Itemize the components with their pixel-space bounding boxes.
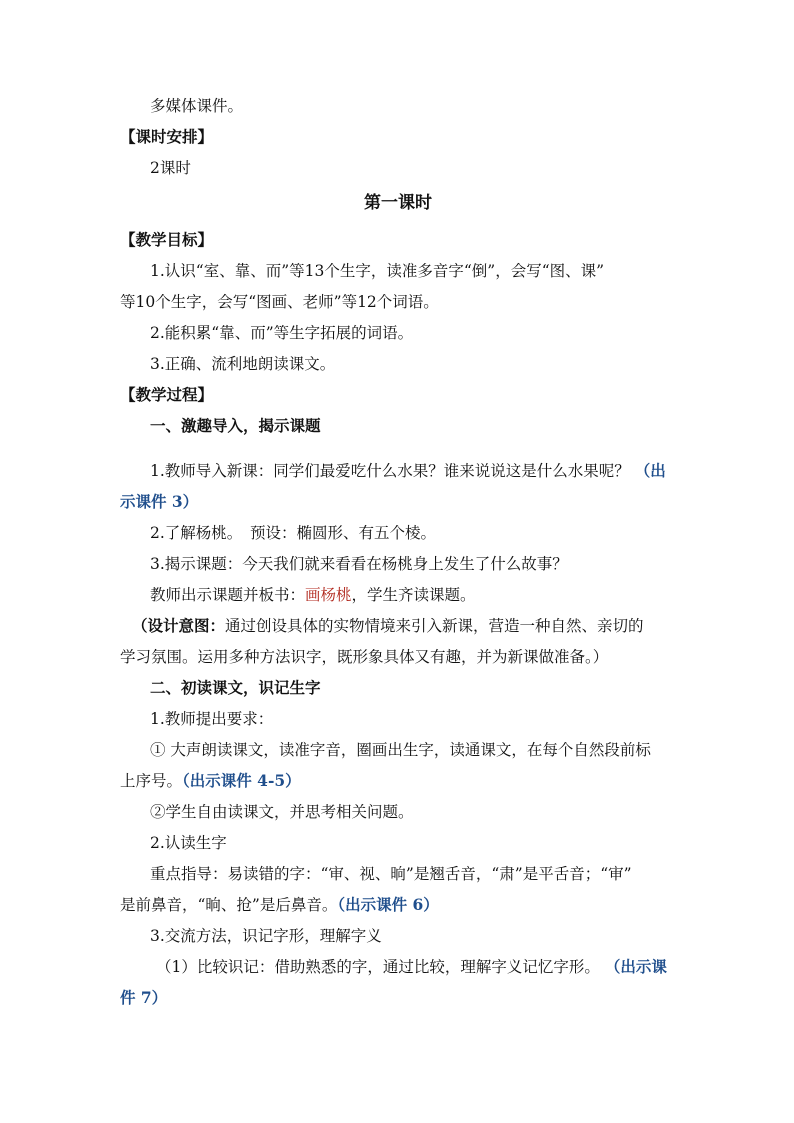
board-pre: 教师出示课题并板书：	[150, 586, 306, 604]
step-1-line-2	[120, 492, 676, 512]
process-heading: 【教学过程】	[120, 385, 214, 404]
goal-2: 2.能积累“靠、而”等生字拓展的词语。	[150, 324, 414, 342]
schedule-heading: 【课时安排】	[120, 127, 214, 146]
focus-text-2: 是前鼻音，“晌、抢”是后鼻音。	[120, 896, 338, 914]
step-1-ref-start: （出	[634, 461, 666, 480]
compare-line-2	[120, 988, 676, 1008]
schedule-value: 2课时	[150, 159, 191, 177]
materials-text: 多媒体课件。	[150, 97, 244, 115]
goal-3: 3.正确、流利地朗读课文。	[150, 355, 336, 373]
design-intent-line-2: 学习氛围。运用多种方法识字，既形象具体又有趣，并为新课做准备。）	[120, 648, 609, 666]
step-1-line-1	[150, 461, 676, 481]
requirements-heading: 1.教师提出要求：	[150, 710, 274, 728]
lesson-title: 第一课时	[364, 193, 432, 213]
compare-ref-start: （出示课	[604, 957, 667, 976]
step-2: 2.了解杨桃。 预设：椭圆形、有五个棱。	[150, 524, 437, 542]
requirement-1-line-2	[120, 771, 676, 791]
compare-line-1	[156, 957, 672, 977]
requirement-2: ②学生自由读课文，并思考相关问题。	[150, 803, 414, 821]
board-title: 画杨桃	[305, 586, 352, 604]
board-line	[150, 585, 676, 605]
goal-1-line-2: 等10个生字，会写“图画、老师”等12个词语。	[120, 293, 439, 311]
exchange-heading: 3.交流方法，识记字形，理解字义	[150, 927, 382, 945]
focus-line-2	[120, 895, 676, 915]
compare-ref-end: 件 7）	[120, 988, 168, 1007]
goals-heading: 【教学目标】	[120, 230, 214, 249]
board-post: ，学生齐读课题。	[351, 586, 476, 604]
compare-text: （1）比较识记：借助熟悉的字，通过比较，理解字义记忆字形。	[156, 958, 600, 976]
design-intent-label: （设计意图：	[132, 616, 226, 635]
recognize-heading: 2.认读生字	[150, 834, 227, 852]
requirement-1-ref: （出示课件 4-5）	[182, 771, 301, 790]
step-1-ref-end: 示课件 3）	[120, 492, 199, 511]
focus-line-1: 重点指导：易读错的字：“审、视、晌”是翘舌音，“肃”是平舌音；“审”	[150, 865, 632, 883]
step-3: 3.揭示课题：今天我们就来看看在杨桃身上发生了什么故事？	[150, 555, 568, 573]
requirement-1-text-2: 上序号。	[120, 772, 183, 790]
section-2-heading: 二、初读课文，识记生字	[150, 678, 321, 697]
design-intent-line-1	[132, 616, 688, 636]
step-1-text: 1.教师导入新课：同学们最爱吃什么水果？谁来说说这是什么水果呢？	[150, 462, 630, 480]
requirement-1-line-1: ① 大声朗读课文，读准字音，圈画出生字，读通课文，在每个自然段前标	[150, 741, 651, 759]
goal-1-line-1: 1.认识“室、靠、而”等13个生字，读准多音字“倒”，会写“图、课”	[150, 262, 605, 280]
focus-ref: （出示课件 6）	[337, 895, 439, 914]
design-intent-text-1: 通过创设具体的实物情境来引入新课，营造一种自然、亲切的	[225, 617, 644, 635]
section-1-heading: 一、激趣导入，揭示课题	[150, 416, 321, 435]
